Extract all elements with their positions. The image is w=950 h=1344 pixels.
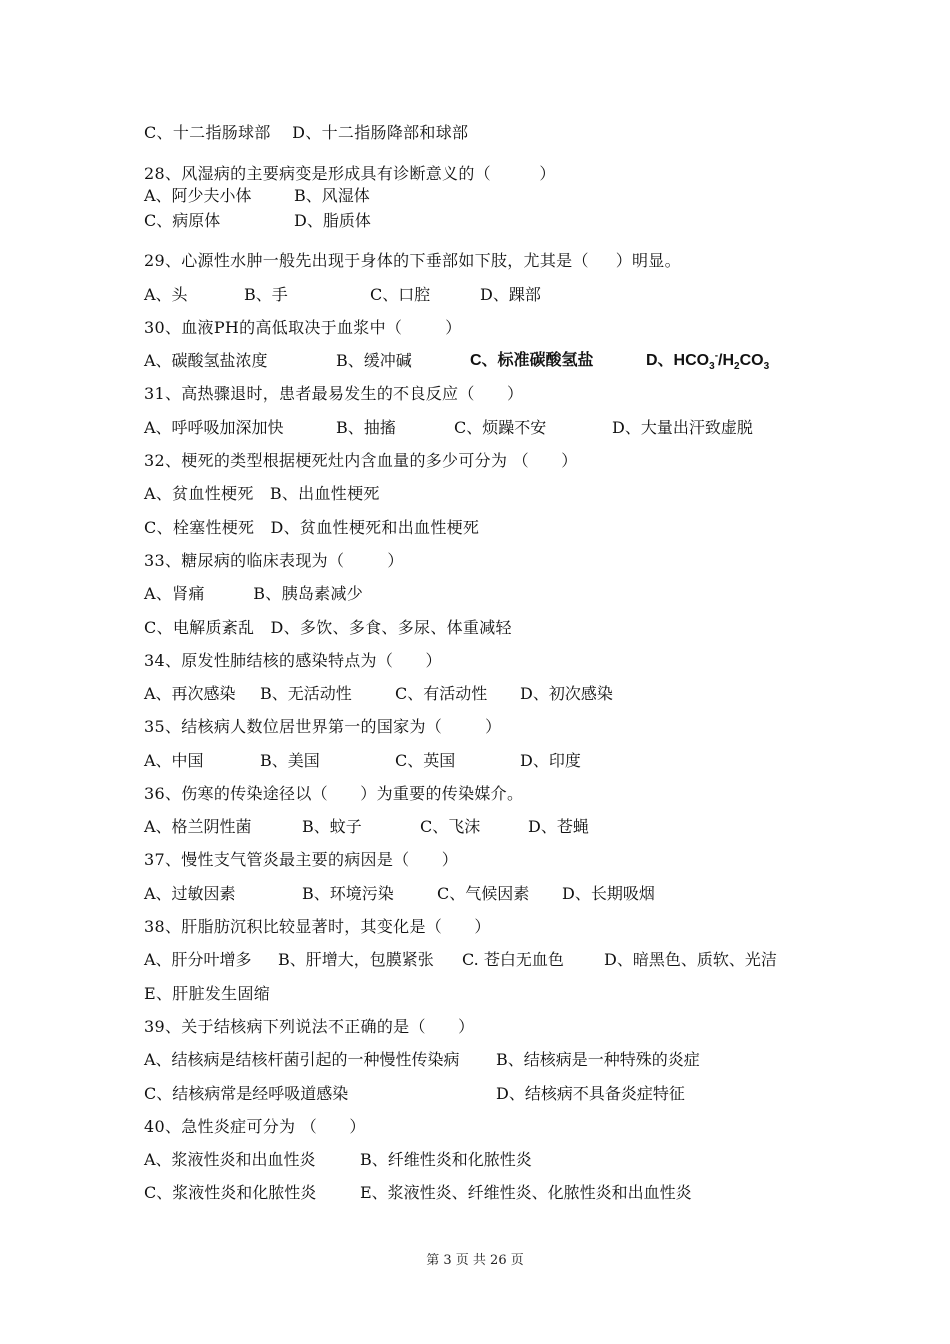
- option-d: D、踝部: [480, 285, 541, 304]
- option-a: A、头: [144, 285, 188, 304]
- question-38: 38、肝脂肪沉积比较显著时，其变化是（ ）: [144, 917, 491, 936]
- option-e: E、浆液性炎、纤维性炎、化脓性炎和出血性炎: [360, 1183, 692, 1202]
- option-d: D、结核病不具备炎症特征: [496, 1084, 685, 1103]
- option-c: C、口腔: [370, 285, 431, 304]
- option-b: B、手: [244, 285, 288, 304]
- option-c: C、浆液性炎和化脓性炎: [144, 1183, 317, 1202]
- question-33: 33、糖尿病的临床表现为（ ）: [144, 551, 404, 570]
- options-29: [144, 285, 844, 305]
- question-35: 35、结核病人数位居世界第一的国家为（ ）: [144, 717, 502, 736]
- option-d: D、印度: [520, 751, 581, 770]
- option-a: A、碳酸氢盐浓度: [144, 351, 268, 370]
- option-d: D、大量出汗致虚脱: [612, 418, 753, 437]
- options-40-row2: [144, 1183, 844, 1203]
- question-36: 36、伤寒的传染途径以（ ）为重要的传染媒介。: [144, 784, 524, 803]
- formula-part: D、HCO: [646, 352, 710, 369]
- formula-part: CO: [739, 352, 764, 369]
- option-c: C、有活动性: [395, 684, 488, 703]
- formula-subscript: 3: [709, 361, 715, 373]
- option-d: D、长期吸烟: [562, 884, 655, 903]
- question-29: 29、心源性水肿一般先出现于身体的下垂部如下肢，尤其是（ ）明显。: [144, 251, 681, 270]
- question-39: 39、关于结核病下列说法不正确的是（ ）: [144, 1017, 475, 1036]
- option-b: B、环境污染: [302, 884, 394, 903]
- question-34: 34、原发性肺结核的感染特点为（ ）: [144, 651, 442, 670]
- option-c: C、气候因素: [437, 884, 530, 903]
- options-39-row1: [144, 1050, 844, 1070]
- option-a: A、呼呼吸加深加快: [144, 418, 284, 437]
- question-40: 40、急性炎症可分为 （ ）: [144, 1117, 366, 1136]
- formula-subscript: 2: [734, 361, 740, 373]
- option-d: D、苍蝇: [528, 817, 589, 836]
- option-a: A、格兰阴性菌: [144, 817, 252, 836]
- options-28-row2: [144, 211, 844, 231]
- question-37: 37、慢性支气管炎最主要的病因是（ ）: [144, 850, 459, 869]
- option-e: E、肝脏发生固缩: [144, 984, 271, 1003]
- option-d: D、暗黑色、质软、光洁: [604, 950, 777, 969]
- option-d: D、初次感染: [520, 684, 613, 703]
- options-39-row2: [144, 1084, 844, 1104]
- options-33-row1: A、肾痛 B、胰岛素减少: [144, 584, 364, 603]
- option-a: A、过敏因素: [144, 884, 236, 903]
- option-a: A、浆液性炎和出血性炎: [144, 1150, 316, 1169]
- option-c: C、烦躁不安: [454, 418, 547, 437]
- option-b: B、缓冲碱: [336, 351, 412, 370]
- question-28: 28、风湿病的主要病变是形成具有诊断意义的（ ）: [144, 164, 556, 183]
- options-36: [144, 817, 844, 837]
- option-a: A、肝分叶增多: [144, 950, 252, 969]
- option-c: C、病原体: [144, 211, 221, 230]
- option-d: [646, 351, 769, 371]
- page-footer: 第 3 页 共 26 页: [426, 1253, 524, 1268]
- options-30: [144, 351, 844, 371]
- option-c: C、英国: [395, 751, 456, 770]
- option-b: B、蚊子: [302, 817, 362, 836]
- formula-part: /H: [718, 352, 735, 369]
- option-b: B、美国: [260, 751, 320, 770]
- option-b: B、结核病是一种特殊的炎症: [496, 1050, 700, 1069]
- option-a: A、中国: [144, 751, 204, 770]
- option-b: B、风湿体: [294, 186, 370, 205]
- option-a: A、结核病是结核杆菌引起的一种慢性传染病: [144, 1050, 460, 1069]
- option-b: B、无活动性: [260, 684, 352, 703]
- option-line: C、十二指肠球部 D、十二指肠降部和球部: [144, 123, 469, 142]
- options-34: [144, 684, 844, 704]
- options-37: [144, 884, 844, 904]
- formula-superscript: -: [714, 350, 719, 362]
- question-31: 31、高热骤退时，患者最易发生的不良反应（ ）: [144, 384, 524, 403]
- options-38: [144, 950, 844, 970]
- option-b: B、抽搐: [336, 418, 396, 437]
- options-32-row2: C、栓塞性梗死 D、贫血性梗死和出血性梗死: [144, 518, 480, 537]
- question-32: 32、梗死的类型根据梗死灶内含血量的多少可分为 （ ）: [144, 451, 578, 470]
- option-c: C、结核病常是经呼吸道感染: [144, 1084, 349, 1103]
- option-a: A、再次感染: [144, 684, 236, 703]
- options-32-row1: A、贫血性梗死 B、出血性梗死: [144, 484, 380, 503]
- option-d: D、脂质体: [294, 211, 371, 230]
- formula-subscript: 3: [763, 361, 770, 373]
- option-c: C、标准碳酸氢盐: [470, 352, 594, 369]
- options-35: [144, 751, 844, 771]
- options-31: [144, 418, 844, 438]
- option-b: B、肝增大，包膜紧张: [278, 950, 434, 969]
- options-28-row1: [144, 186, 844, 206]
- option-a: A、阿少夫小体: [144, 186, 252, 205]
- option-b: B、纤维性炎和化脓性炎: [360, 1150, 532, 1169]
- option-c: C、飞沫: [420, 817, 481, 836]
- option-c: C. 苍白无血色: [462, 950, 564, 969]
- question-30: 30、血液PH的高低取决于血浆中（ ）: [144, 318, 462, 337]
- options-40-row1: [144, 1150, 844, 1170]
- options-33-row2: C、电解质紊乱 D、多饮、多食、多尿、体重减轻: [144, 618, 512, 637]
